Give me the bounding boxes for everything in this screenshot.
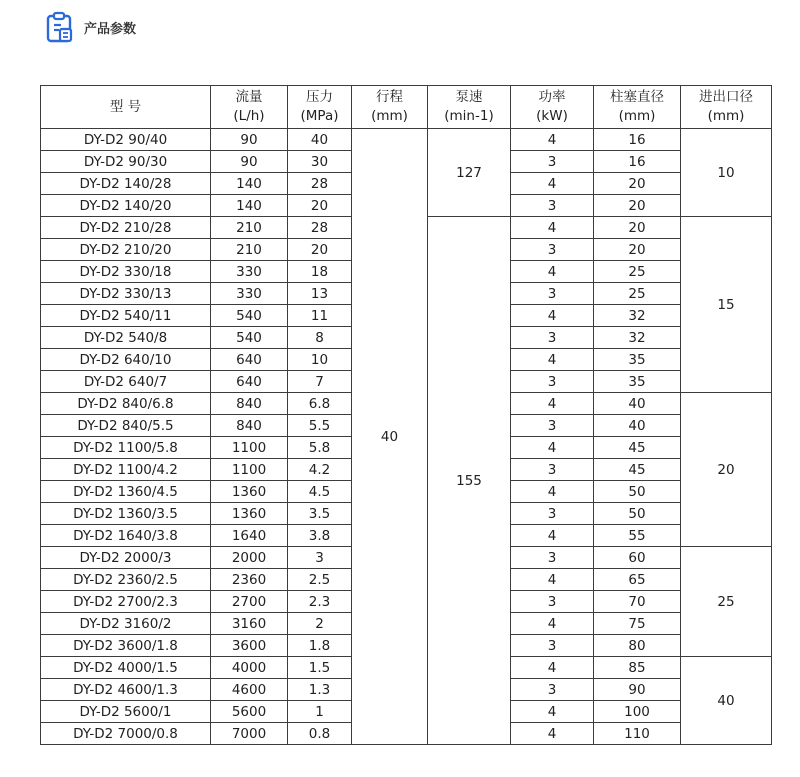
cell-plunger-diameter: 45 xyxy=(594,437,681,459)
section-header xyxy=(46,10,136,44)
cell-port-diameter: 15 xyxy=(681,217,772,393)
cell-power: 4 xyxy=(511,173,594,195)
cell-pressure: 5.8 xyxy=(288,437,352,459)
clipboard-icon xyxy=(46,11,74,43)
cell-flow: 3600 xyxy=(211,635,288,657)
cell-flow: 1360 xyxy=(211,481,288,503)
cell-flow: 90 xyxy=(211,129,288,151)
cell-flow: 210 xyxy=(211,239,288,261)
cell-model: DY-D2 1640/3.8 xyxy=(41,525,211,547)
cell-pressure: 2 xyxy=(288,613,352,635)
cell-plunger-diameter: 45 xyxy=(594,459,681,481)
column-header-label: 进出口径 xyxy=(699,89,753,105)
cell-flow: 210 xyxy=(211,217,288,239)
cell-power: 3 xyxy=(511,151,594,173)
column-header-label: 泵速 xyxy=(455,89,483,105)
cell-model: DY-D2 90/40 xyxy=(41,129,211,151)
cell-port-diameter: 20 xyxy=(681,393,772,547)
cell-plunger-diameter: 35 xyxy=(594,371,681,393)
cell-flow: 4600 xyxy=(211,679,288,701)
cell-power: 3 xyxy=(511,679,594,701)
cell-model: DY-D2 3160/2 xyxy=(41,613,211,635)
column-header-unit: (mm) xyxy=(371,108,408,124)
cell-pressure: 7 xyxy=(288,371,352,393)
cell-power: 3 xyxy=(511,415,594,437)
cell-power: 4 xyxy=(511,525,594,547)
column-header-plunger-diameter xyxy=(594,86,681,129)
column-header-unit: (mm) xyxy=(707,108,745,124)
column-header-stroke xyxy=(352,86,428,129)
cell-pressure: 1.3 xyxy=(288,679,352,701)
cell-model: DY-D2 7000/0.8 xyxy=(41,723,211,745)
cell-port-diameter: 10 xyxy=(681,129,772,217)
column-header-label: 压力 xyxy=(306,89,333,105)
cell-power: 3 xyxy=(511,195,594,217)
cell-pressure: 10 xyxy=(288,349,352,371)
column-header-label: 柱塞直径 xyxy=(610,89,664,105)
cell-plunger-diameter: 32 xyxy=(594,305,681,327)
column-header-model xyxy=(41,86,211,129)
cell-plunger-diameter: 65 xyxy=(594,569,681,591)
cell-plunger-diameter: 35 xyxy=(594,349,681,371)
product-params-table xyxy=(40,85,772,745)
cell-model: DY-D2 90/30 xyxy=(41,151,211,173)
column-header-unit: (min-1) xyxy=(444,108,494,124)
cell-power: 3 xyxy=(511,503,594,525)
column-header-power xyxy=(511,86,594,129)
column-header-port-diameter xyxy=(681,86,772,129)
cell-pressure: 1.5 xyxy=(288,657,352,679)
cell-pressure: 11 xyxy=(288,305,352,327)
cell-plunger-diameter: 20 xyxy=(594,217,681,239)
column-header-unit: (L/h) xyxy=(233,108,265,124)
cell-model: DY-D2 1100/4.2 xyxy=(41,459,211,481)
cell-flow: 2000 xyxy=(211,547,288,569)
cell-plunger-diameter: 32 xyxy=(594,327,681,349)
cell-power: 4 xyxy=(511,393,594,415)
cell-flow: 330 xyxy=(211,283,288,305)
cell-flow: 140 xyxy=(211,173,288,195)
cell-pressure: 20 xyxy=(288,195,352,217)
section-title: 产品参数 xyxy=(84,21,137,37)
cell-power: 4 xyxy=(511,437,594,459)
cell-plunger-diameter: 80 xyxy=(594,635,681,657)
cell-plunger-diameter: 16 xyxy=(594,151,681,173)
cell-plunger-diameter: 85 xyxy=(594,657,681,679)
cell-model: DY-D2 330/13 xyxy=(41,283,211,305)
cell-flow: 840 xyxy=(211,393,288,415)
cell-pressure: 1.8 xyxy=(288,635,352,657)
cell-power: 4 xyxy=(511,261,594,283)
cell-flow: 330 xyxy=(211,261,288,283)
cell-plunger-diameter: 20 xyxy=(594,239,681,261)
cell-pressure: 13 xyxy=(288,283,352,305)
cell-flow: 2360 xyxy=(211,569,288,591)
cell-power: 3 xyxy=(511,283,594,305)
cell-plunger-diameter: 20 xyxy=(594,195,681,217)
cell-flow: 1100 xyxy=(211,459,288,481)
cell-flow: 1100 xyxy=(211,437,288,459)
cell-model: DY-D2 140/20 xyxy=(41,195,211,217)
cell-pressure: 3 xyxy=(288,547,352,569)
column-header-label: 功率 xyxy=(538,89,566,105)
cell-pressure: 4.2 xyxy=(288,459,352,481)
cell-model: DY-D2 2700/2.3 xyxy=(41,591,211,613)
cell-model: DY-D2 5600/1 xyxy=(41,701,211,723)
cell-pressure: 2.3 xyxy=(288,591,352,613)
cell-plunger-diameter: 110 xyxy=(594,723,681,745)
cell-model: DY-D2 330/18 xyxy=(41,261,211,283)
cell-flow: 140 xyxy=(211,195,288,217)
cell-power: 4 xyxy=(511,613,594,635)
cell-plunger-diameter: 40 xyxy=(594,415,681,437)
cell-power: 4 xyxy=(511,129,594,151)
cell-model: DY-D2 840/6.8 xyxy=(41,393,211,415)
cell-pressure: 28 xyxy=(288,217,352,239)
cell-model: DY-D2 1360/3.5 xyxy=(41,503,211,525)
cell-pressure: 4.5 xyxy=(288,481,352,503)
cell-model: DY-D2 640/10 xyxy=(41,349,211,371)
cell-plunger-diameter: 75 xyxy=(594,613,681,635)
cell-pump-speed: 155 xyxy=(428,217,511,745)
cell-flow: 540 xyxy=(211,305,288,327)
cell-power: 4 xyxy=(511,701,594,723)
cell-flow: 5600 xyxy=(211,701,288,723)
cell-power: 4 xyxy=(511,305,594,327)
cell-plunger-diameter: 100 xyxy=(594,701,681,723)
cell-plunger-diameter: 70 xyxy=(594,591,681,613)
cell-model: DY-D2 4000/1.5 xyxy=(41,657,211,679)
cell-pump-speed: 127 xyxy=(428,129,511,217)
cell-model: DY-D2 640/7 xyxy=(41,371,211,393)
cell-plunger-diameter: 50 xyxy=(594,503,681,525)
cell-model: DY-D2 210/20 xyxy=(41,239,211,261)
cell-flow: 3160 xyxy=(211,613,288,635)
cell-power: 3 xyxy=(511,239,594,261)
cell-port-diameter: 40 xyxy=(681,657,772,745)
cell-pressure: 2.5 xyxy=(288,569,352,591)
column-header-label: 型 号 xyxy=(109,98,142,115)
cell-pressure: 1 xyxy=(288,701,352,723)
cell-power: 4 xyxy=(511,349,594,371)
cell-pressure: 8 xyxy=(288,327,352,349)
cell-plunger-diameter: 25 xyxy=(594,261,681,283)
cell-flow: 7000 xyxy=(211,723,288,745)
cell-power: 4 xyxy=(511,481,594,503)
cell-flow: 2700 xyxy=(211,591,288,613)
column-header-label: 行程 xyxy=(376,89,403,105)
cell-model: DY-D2 540/11 xyxy=(41,305,211,327)
cell-model: DY-D2 2360/2.5 xyxy=(41,569,211,591)
cell-port-diameter: 25 xyxy=(681,547,772,657)
cell-plunger-diameter: 55 xyxy=(594,525,681,547)
cell-stroke: 40 xyxy=(352,129,428,745)
column-header-unit: (kW) xyxy=(536,108,568,124)
cell-power: 4 xyxy=(511,569,594,591)
cell-pressure: 18 xyxy=(288,261,352,283)
cell-power: 3 xyxy=(511,327,594,349)
cell-flow: 1640 xyxy=(211,525,288,547)
cell-flow: 4000 xyxy=(211,657,288,679)
cell-model: DY-D2 1100/5.8 xyxy=(41,437,211,459)
cell-model: DY-D2 140/28 xyxy=(41,173,211,195)
cell-power: 4 xyxy=(511,723,594,745)
cell-pressure: 6.8 xyxy=(288,393,352,415)
cell-power: 3 xyxy=(511,591,594,613)
cell-pressure: 28 xyxy=(288,173,352,195)
cell-pressure: 30 xyxy=(288,151,352,173)
table-header-row xyxy=(41,86,772,129)
cell-pressure: 40 xyxy=(288,129,352,151)
cell-power: 4 xyxy=(511,657,594,679)
column-header-pressure xyxy=(288,86,352,129)
cell-flow: 840 xyxy=(211,415,288,437)
cell-plunger-diameter: 20 xyxy=(594,173,681,195)
cell-power: 3 xyxy=(511,459,594,481)
column-header-unit: (mm) xyxy=(618,108,656,124)
cell-model: DY-D2 210/28 xyxy=(41,217,211,239)
cell-plunger-diameter: 25 xyxy=(594,283,681,305)
cell-power: 3 xyxy=(511,371,594,393)
cell-flow: 1360 xyxy=(211,503,288,525)
column-header-flow xyxy=(211,86,288,129)
table-row xyxy=(41,129,772,151)
cell-model: DY-D2 840/5.5 xyxy=(41,415,211,437)
cell-pressure: 0.8 xyxy=(288,723,352,745)
cell-pressure: 5.5 xyxy=(288,415,352,437)
cell-pressure: 20 xyxy=(288,239,352,261)
cell-plunger-diameter: 50 xyxy=(594,481,681,503)
cell-flow: 640 xyxy=(211,371,288,393)
cell-pressure: 3.8 xyxy=(288,525,352,547)
cell-flow: 640 xyxy=(211,349,288,371)
cell-flow: 90 xyxy=(211,151,288,173)
cell-power: 3 xyxy=(511,547,594,569)
cell-plunger-diameter: 90 xyxy=(594,679,681,701)
cell-power: 3 xyxy=(511,635,594,657)
cell-power: 4 xyxy=(511,217,594,239)
cell-model: DY-D2 540/8 xyxy=(41,327,211,349)
cell-pressure: 3.5 xyxy=(288,503,352,525)
cell-model: DY-D2 4600/1.3 xyxy=(41,679,211,701)
cell-plunger-diameter: 60 xyxy=(594,547,681,569)
cell-model: DY-D2 2000/3 xyxy=(41,547,211,569)
cell-plunger-diameter: 16 xyxy=(594,129,681,151)
column-header-label: 流量 xyxy=(235,89,263,105)
column-header-unit: (MPa) xyxy=(300,108,339,124)
column-header-pump-speed xyxy=(428,86,511,129)
cell-flow: 540 xyxy=(211,327,288,349)
cell-model: DY-D2 3600/1.8 xyxy=(41,635,211,657)
cell-model: DY-D2 1360/4.5 xyxy=(41,481,211,503)
cell-plunger-diameter: 40 xyxy=(594,393,681,415)
